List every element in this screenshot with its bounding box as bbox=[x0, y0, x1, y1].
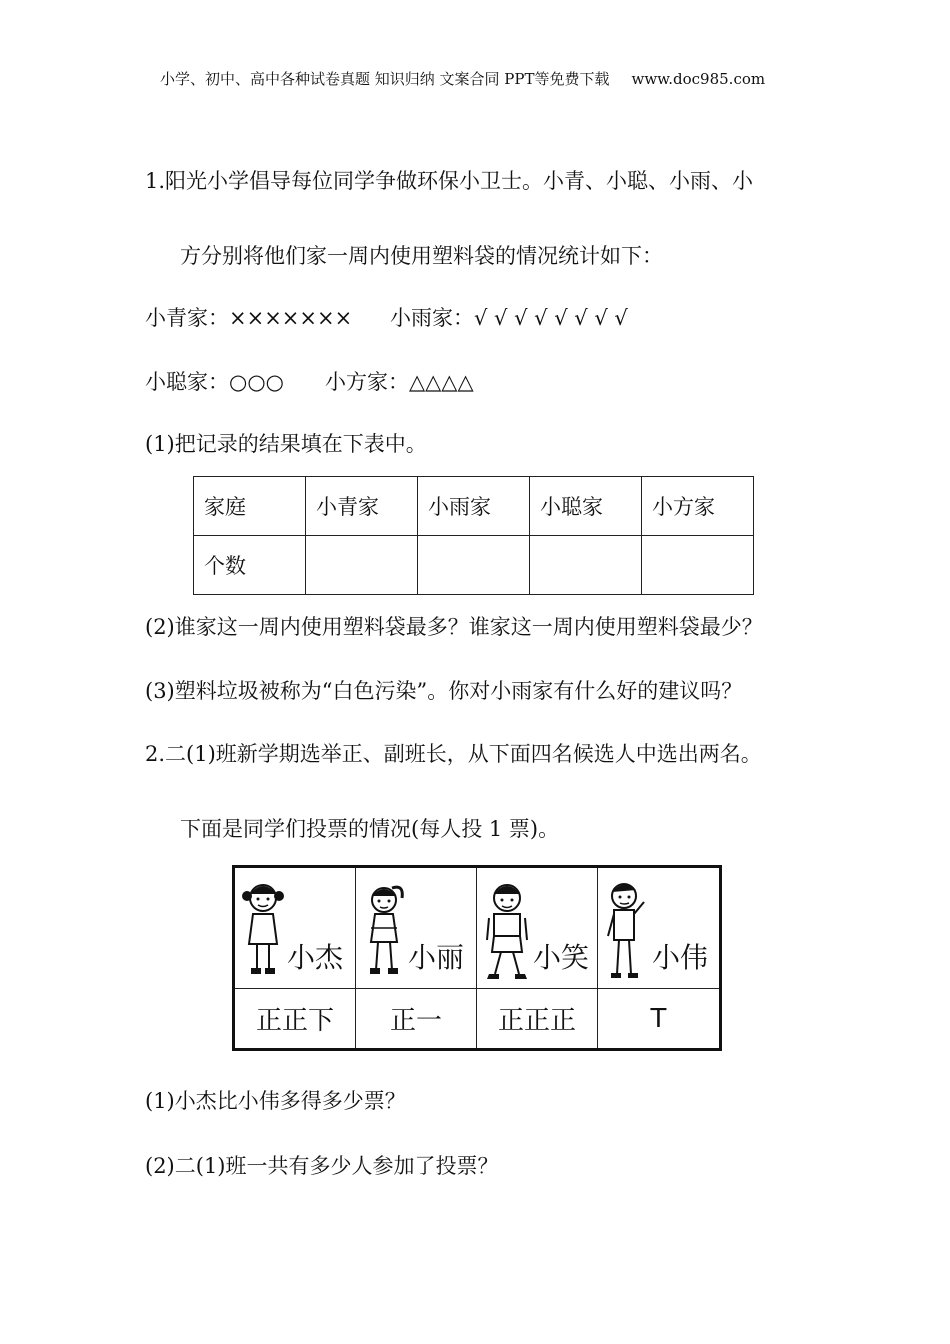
boy-figure-icon bbox=[602, 876, 650, 982]
q2-line1: 2.二(1)班新学期选举正、副班长，从下面四名候选人中选出两名。 bbox=[145, 742, 762, 766]
table-header-cell: 小聪家 bbox=[530, 477, 642, 536]
candidate-cell bbox=[598, 868, 719, 989]
q1-sub3: (3)塑料垃圾被称为“白色污染”。你对小雨家有什么好的建议吗？ bbox=[145, 679, 743, 703]
q1-line1: 1.阳光小学倡导每位同学争做环保小卫士。小青、小聪、小雨、小 bbox=[145, 169, 754, 193]
table-row-label: 个数 bbox=[194, 536, 306, 595]
tally-cell: T bbox=[650, 1003, 667, 1034]
girl-headband-figure-icon bbox=[483, 876, 533, 982]
table-row bbox=[194, 536, 754, 595]
q2-sub2: (2)二(1)班一共有多少人参加了投票？ bbox=[145, 1154, 499, 1178]
candidate-cell bbox=[235, 868, 356, 989]
q1-sub2: (2)谁家这一周内使用塑料袋最多？谁家这一周内使用塑料袋最少？ bbox=[145, 615, 763, 639]
candidate-name: 小伟 bbox=[652, 941, 709, 974]
q2-sub1: (1)小杰比小伟多得多少票？ bbox=[145, 1089, 406, 1113]
q1-record-xiaocong: 小聪家：○○○ bbox=[145, 370, 284, 394]
vote-table bbox=[232, 865, 722, 1051]
table-header-cell: 家庭 bbox=[194, 477, 306, 536]
table-row bbox=[194, 477, 754, 536]
q1-sub1: (1)把记录的结果填在下表中。 bbox=[145, 432, 427, 456]
q1-record-xiaofang: 小方家：△△△△ bbox=[325, 370, 474, 394]
answer-cell[interactable] bbox=[530, 536, 642, 595]
girl-figure-icon bbox=[241, 878, 285, 978]
q1-record-xiaoqing: 小青家：××××××× bbox=[145, 306, 353, 330]
header-text: 小学、初中、高中各种试卷真题 知识归纳 文案合同 PPT等免费下载 bbox=[160, 70, 610, 88]
candidate-cell bbox=[477, 868, 598, 989]
answer-cell[interactable] bbox=[418, 536, 530, 595]
candidate-name: 小笑 bbox=[533, 941, 590, 974]
q2-line2: 下面是同学们投票的情况(每人投 1 票)。 bbox=[180, 817, 560, 841]
page-header bbox=[160, 68, 765, 89]
candidate-cell bbox=[356, 868, 477, 989]
candidate-name: 小杰 bbox=[287, 941, 344, 974]
tally-cell: 正一 bbox=[356, 989, 477, 1048]
table-header-cell: 小青家 bbox=[306, 477, 418, 536]
table-header-cell: 小雨家 bbox=[418, 477, 530, 536]
q1-fill-table bbox=[193, 476, 754, 595]
q1-line2: 方分别将他们家一周内使用塑料袋的情况统计如下： bbox=[180, 244, 663, 268]
tally-cell: 正正下 bbox=[235, 989, 356, 1048]
tally-cell: 正正正 bbox=[477, 989, 598, 1048]
answer-cell[interactable] bbox=[306, 536, 418, 595]
candidate-name: 小丽 bbox=[408, 941, 465, 974]
header-url[interactable]: www.doc985.com bbox=[631, 70, 766, 88]
girl-ponytail-figure-icon bbox=[362, 878, 406, 978]
q1-record-xiaoyu: 小雨家：√ √ √ √ √ √ √ √ bbox=[390, 306, 628, 330]
table-header-cell: 小方家 bbox=[642, 477, 754, 536]
answer-cell[interactable] bbox=[642, 536, 754, 595]
